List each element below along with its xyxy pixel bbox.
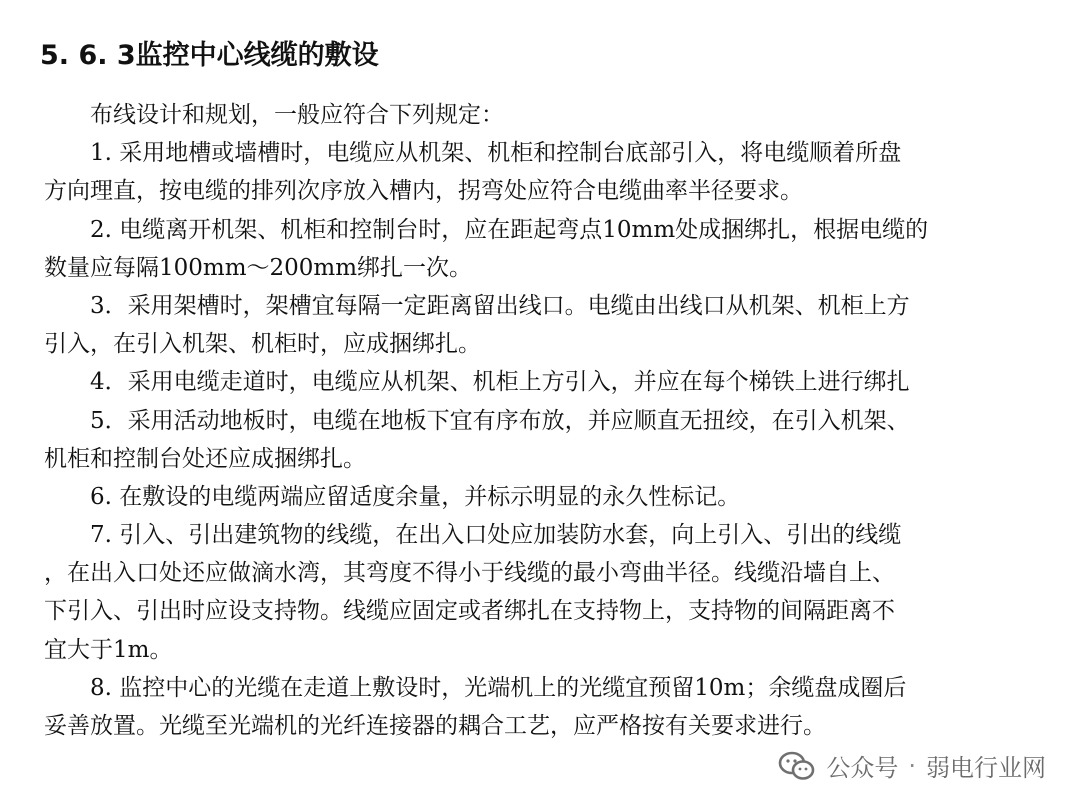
text-line: 6. 在敷设的电缆两端应留适度余量，并标示明显的永久性标记。 [90,483,741,510]
text-line: 8. 监控中心的光缆在走道上敷设时，光端机上的光缆宜预留10m；余缆盘成圈后 [90,674,907,701]
text-line: 3．采用架槽时，架槽宜每隔一定距离留出线口。电缆由出线口从机架、机柜上方 [90,292,910,319]
text-line: 布线设计和规划，一般应符合下列规定： [90,102,504,128]
text-line: 宜大于1m。 [44,636,173,663]
text-line: 5．采用活动地板时，电缆在地板下宜有序布放，并应顺直无扭绞，在引入机架、 [90,407,910,434]
text-line: 妥善放置。光缆至光端机的光纤连接器的耦合工艺，应严格按有关要求进行。 [44,713,826,739]
document-body [44,96,1034,745]
text-line: 引入，在引入机架、机柜时，应成捆绑扎。 [44,331,481,358]
watermark [778,748,1046,783]
text-line: 数量应每隔100mm～200mm绑扎一次。 [44,254,473,281]
wechat-icon [778,750,816,782]
text-line: 下引入、引出时应设支持物。线缆应固定或者绑扎在支持物上，支持物的间隔距离不 [44,598,895,625]
text-line: 4．采用电缆走道时，电缆应从机架、机柜上方引入，并应在每个梯铁上进行绑扎 [90,369,910,396]
text-line: 方向理直，按电缆的排列次序放入槽内，拐弯处应符合电缆曲率半径要求。 [44,178,803,205]
text-line: 1. 采用地槽或墙槽时，电缆应从机架、机柜和控制台底部引入，将电缆顺着所盘 [90,140,902,167]
text-line: 2. 电缆离开机架、机柜和控制台时，应在距起弯点10mm处成捆绑扎，根据电缆的 [90,216,929,243]
section-heading: 5. 6. 3监控中心线缆的敷设 [40,40,379,71]
watermark-name: 弱电行业网 [926,754,1046,782]
text-line: 机柜和控制台处还应成捆绑扎。 [44,445,366,472]
text-line: 7. 引入、引出建筑物的线缆，在出入口处应加装防水套，向上引入、引出的线缆 [90,522,902,549]
watermark-separator: · [908,751,916,780]
text-line: ，在出入口处还应做滴水湾，其弯度不得小于线缆的最小弯曲半径。线缆沿墙自上、 [44,560,895,587]
watermark-label: 公众号 [826,754,899,782]
